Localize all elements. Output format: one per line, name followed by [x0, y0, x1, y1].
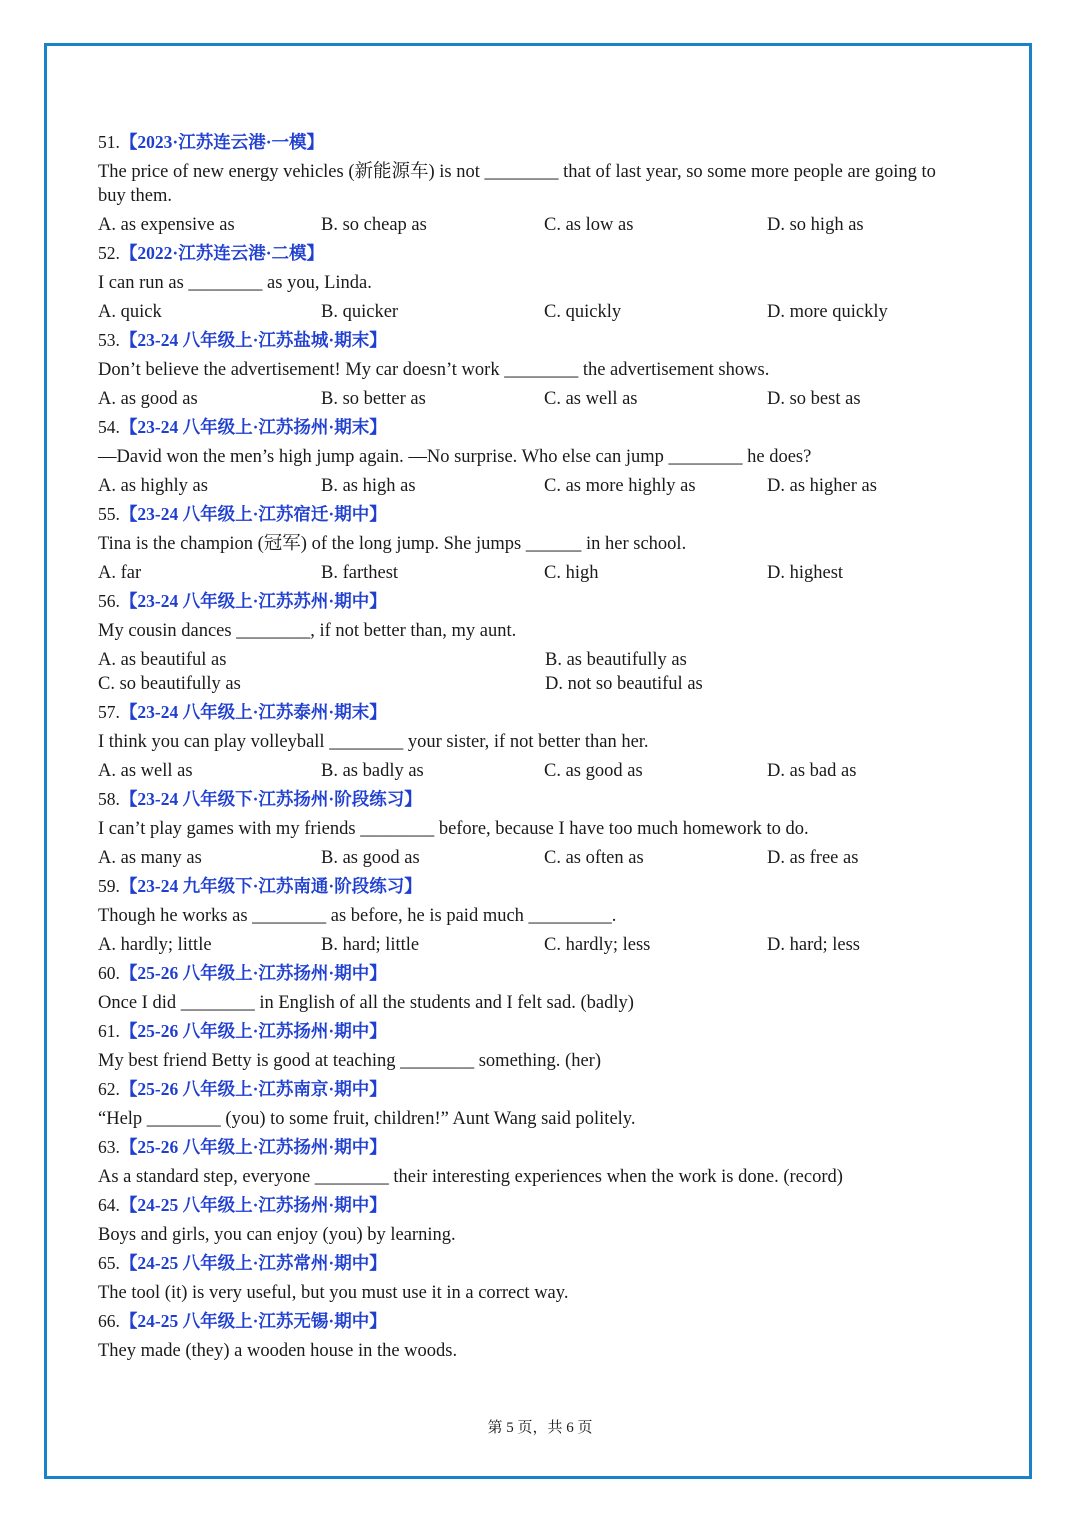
question-item — [98, 1075, 958, 1133]
answer-option: B. as good as — [321, 848, 420, 868]
question-number: 54. — [98, 417, 120, 437]
question-source-line — [98, 959, 958, 988]
question-number: 63. — [98, 1137, 120, 1157]
answer-option: A. as well as — [98, 761, 193, 781]
question-number: 65. — [98, 1253, 120, 1273]
question-source-tag: 【25-26 八年级上·江苏扬州·期中】 — [119, 963, 387, 983]
answer-option: B. so cheap as — [321, 215, 427, 235]
question-number: 59. — [98, 876, 120, 896]
question-item — [98, 326, 958, 413]
question-number: 55. — [98, 504, 120, 524]
answer-options — [98, 384, 958, 413]
question-source-tag: 【24-25 八年级上·江苏常州·期中】 — [119, 1253, 387, 1273]
answer-option: C. hardly; less — [544, 935, 651, 955]
answer-options — [98, 843, 958, 872]
question-source-line — [98, 1249, 958, 1278]
question-item — [98, 1017, 958, 1075]
question-source-tag: 【25-26 八年级上·江苏扬州·期中】 — [119, 1021, 387, 1041]
question-number: 62. — [98, 1079, 120, 1099]
question-item — [98, 1307, 958, 1365]
question-item — [98, 239, 958, 326]
question-source-line — [98, 413, 958, 442]
question-number: 53. — [98, 330, 120, 350]
question-source-line — [98, 1075, 958, 1104]
question-item — [98, 959, 958, 1017]
answer-option: B. hard; little — [321, 935, 420, 955]
answer-option: A. as many as — [98, 848, 202, 868]
question-source-tag: 【25-26 八年级上·江苏南京·期中】 — [119, 1079, 387, 1099]
question-item — [98, 785, 958, 872]
question-stem: I think you can play volleyball ________ your sister, if not better than her. — [98, 732, 649, 752]
answer-option: A. as expensive as — [98, 215, 235, 235]
answer-options — [98, 645, 958, 698]
question-stem: I can’t play games with my friends ________ before, because I have too much homework to do. — [98, 819, 809, 839]
question-list — [98, 128, 958, 1365]
question-item — [98, 587, 958, 698]
question-stem: —David won the men’s high jump again. —No surprise. Who else can jump ________ he does? — [98, 447, 812, 467]
question-source-tag: 【24-25 八年级上·江苏无锡·期中】 — [119, 1311, 387, 1331]
question-number: 66. — [98, 1311, 120, 1331]
question-source-line — [98, 785, 958, 814]
answer-option: C. as good as — [544, 761, 643, 781]
answer-option: A. as beautiful as — [98, 650, 227, 670]
answer-option: C. so beautifully as — [98, 674, 241, 694]
question-source-line — [98, 128, 958, 157]
answer-option: D. hard; less — [767, 935, 860, 955]
answer-options — [98, 297, 958, 326]
question-stem: As a standard step, everyone ________ their interesting experiences when the work is done. (record) — [98, 1167, 843, 1187]
answer-option: D. highest — [767, 563, 844, 583]
question-number: 57. — [98, 702, 120, 722]
question-source-line — [98, 587, 958, 616]
question-source-line — [98, 239, 958, 268]
answer-options — [98, 471, 958, 500]
question-source-tag: 【23-24 八年级上·江苏宿迁·期中】 — [119, 504, 387, 524]
question-source-line — [98, 1133, 958, 1162]
question-stem: Once I did ________ in English of all the students and I felt sad. (badly) — [98, 993, 634, 1013]
answer-option: D. more quickly — [767, 302, 888, 322]
answer-option: B. quicker — [321, 302, 399, 322]
answer-option: C. as well as — [544, 389, 638, 409]
question-number: 60. — [98, 963, 120, 983]
question-stem: Don’t believe the advertisement! My car doesn’t work ________ the advertisement shows. — [98, 360, 770, 380]
question-source-line — [98, 698, 958, 727]
question-stem: The tool (it) is very useful, but you must use it in a correct way. — [98, 1283, 569, 1303]
answer-option: C. quickly — [544, 302, 622, 322]
question-number: 56. — [98, 591, 120, 611]
answer-option: C. as more highly as — [544, 476, 696, 496]
answer-options — [98, 756, 958, 785]
answer-option: B. as high as — [321, 476, 416, 496]
answer-option: C. high — [544, 563, 599, 583]
answer-option: B. so better as — [321, 389, 426, 409]
question-stem: I can run as ________ as you, Linda. — [98, 273, 372, 293]
question-source-line — [98, 872, 958, 901]
answer-option: A. as good as — [98, 389, 198, 409]
question-source-line — [98, 500, 958, 529]
question-item — [98, 413, 958, 500]
question-item — [98, 698, 958, 785]
page-footer: 第 5 页，共 6 页 — [487, 1420, 593, 1436]
question-number: 64. — [98, 1195, 120, 1215]
question-source-tag: 【23-24 八年级下·江苏扬州·阶段练习】 — [119, 789, 422, 809]
answer-option: A. quick — [98, 302, 162, 322]
question-source-line — [98, 326, 958, 355]
question-stem: Though he works as ________ as before, he is paid much _________. — [98, 906, 617, 926]
answer-option: D. as higher as — [767, 476, 877, 496]
question-item — [98, 128, 958, 239]
question-stem: Boys and girls, you can enjoy (you) by learning. — [98, 1225, 456, 1245]
question-source-tag: 【23-24 九年级下·江苏南通·阶段练习】 — [119, 876, 422, 896]
answer-option: D. so high as — [767, 215, 864, 235]
answer-option: A. hardly; little — [98, 935, 212, 955]
answer-option: D. as free as — [767, 848, 859, 868]
answer-options — [98, 558, 958, 587]
question-source-tag: 【24-25 八年级上·江苏扬州·期中】 — [119, 1195, 387, 1215]
question-number: 52. — [98, 243, 120, 263]
answer-option: B. farthest — [321, 563, 399, 583]
question-source-tag: 【2022·江苏连云港·二模】 — [119, 243, 325, 263]
answer-option: C. as often as — [544, 848, 644, 868]
answer-option: D. as bad as — [767, 761, 857, 781]
question-stem: The price of new energy vehicles (新能源车) is not ________ that of last year, so some more people are going to buy them. — [98, 162, 936, 206]
answer-options — [98, 210, 958, 239]
answer-option: B. as beautifully as — [545, 650, 687, 670]
answer-option: A. as highly as — [98, 476, 208, 496]
question-stem: My best friend Betty is good at teaching ________ something. (her) — [98, 1051, 602, 1071]
question-source-line — [98, 1017, 958, 1046]
question-item — [98, 1249, 958, 1307]
question-source-tag: 【2023·江苏连云港·一模】 — [119, 132, 325, 152]
question-number: 58. — [98, 789, 120, 809]
question-stem: They made (they) a wooden house in the woods. — [98, 1341, 458, 1361]
answer-option: D. not so beautiful as — [545, 674, 703, 694]
question-item — [98, 1133, 958, 1191]
question-item — [98, 1191, 958, 1249]
question-item — [98, 500, 958, 587]
question-source-tag: 【23-24 八年级上·江苏苏州·期中】 — [119, 591, 387, 611]
question-source-tag: 【23-24 八年级上·江苏盐城·期末】 — [119, 330, 387, 350]
answer-option: D. so best as — [767, 389, 861, 409]
answer-option: B. as badly as — [321, 761, 424, 781]
question-stem: Tina is the champion (冠军) of the long jump. She jumps ______ in her school. — [98, 534, 687, 554]
question-stem: “Help ________ (you) to some fruit, children!” Aunt Wang said politely. — [98, 1109, 636, 1129]
question-source-line — [98, 1307, 958, 1336]
question-number: 51. — [98, 132, 120, 152]
question-source-tag: 【23-24 八年级上·江苏扬州·期末】 — [119, 417, 387, 437]
question-source-tag: 【23-24 八年级上·江苏泰州·期末】 — [119, 702, 387, 722]
question-source-tag: 【25-26 八年级上·江苏扬州·期中】 — [119, 1137, 387, 1157]
question-stem: My cousin dances ________, if not better than, my aunt. — [98, 621, 517, 641]
question-source-line — [98, 1191, 958, 1220]
answer-option: C. as low as — [544, 215, 634, 235]
answer-option: A. far — [98, 563, 142, 583]
answer-options — [98, 930, 958, 959]
question-number: 61. — [98, 1021, 120, 1041]
question-item — [98, 872, 958, 959]
